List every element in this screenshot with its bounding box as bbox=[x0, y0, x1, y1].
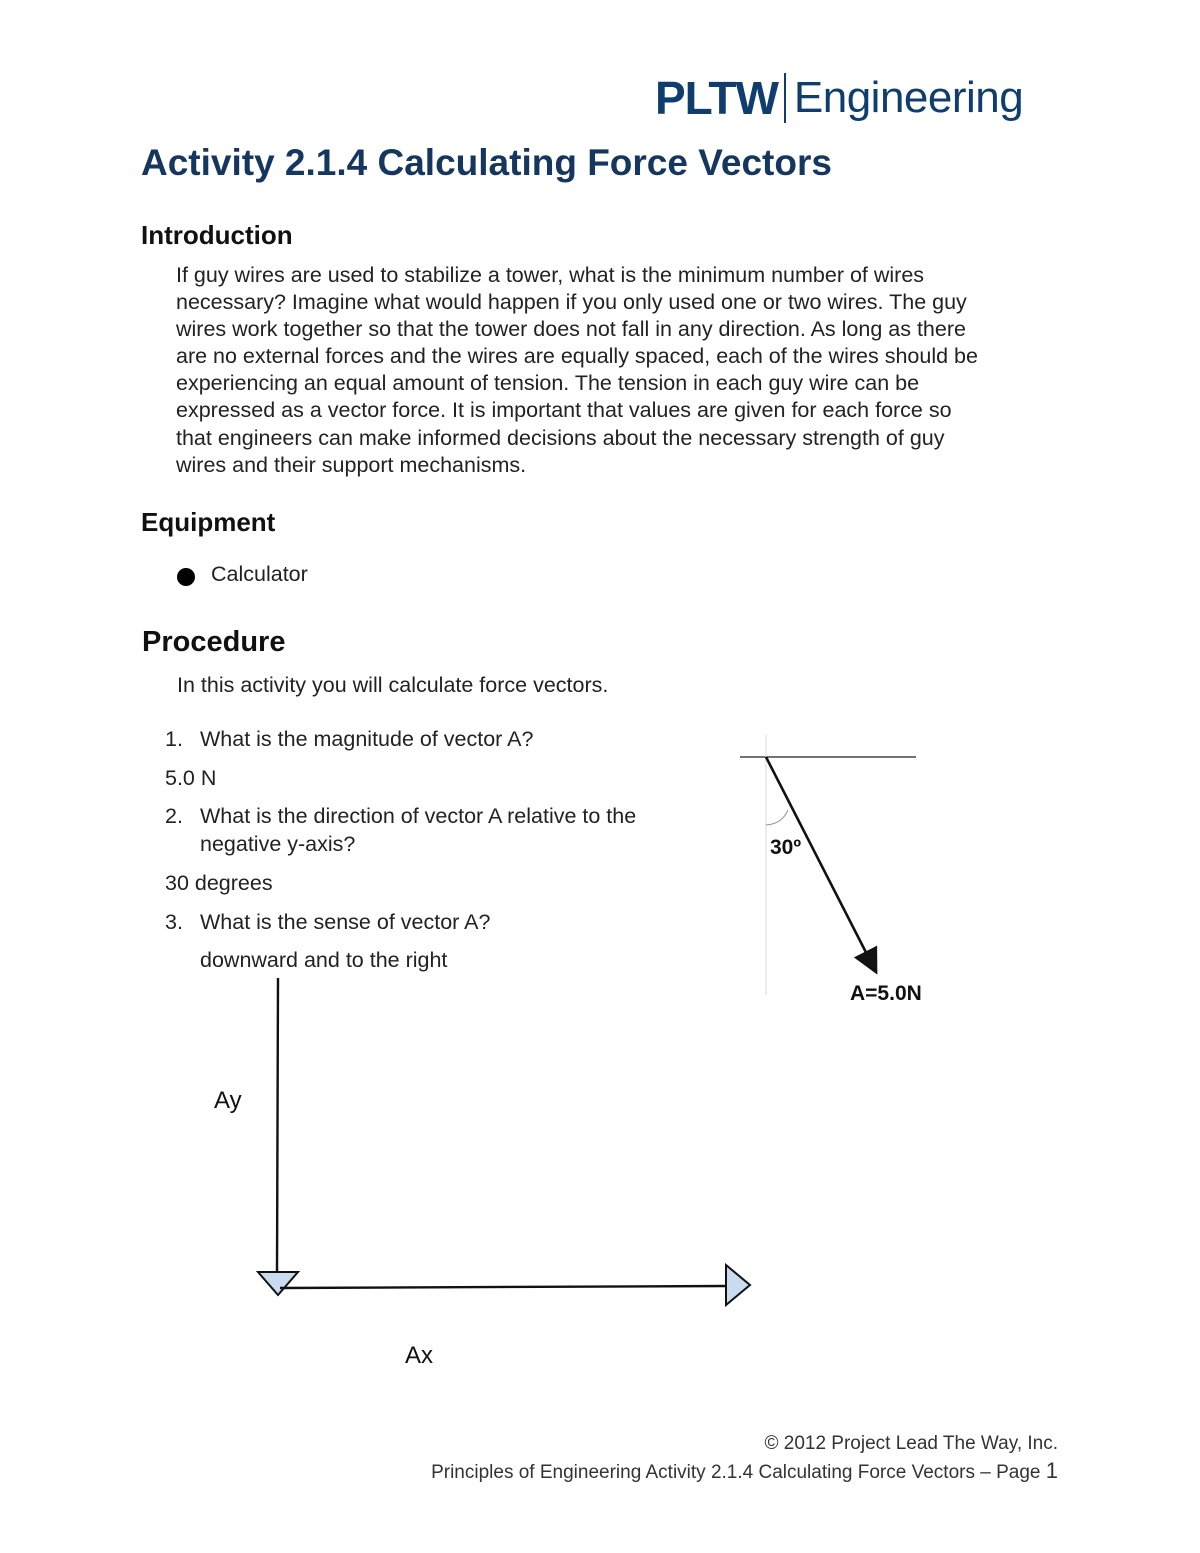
ax-component-line bbox=[280, 1286, 726, 1288]
bullet-icon bbox=[177, 568, 195, 586]
equipment-heading: Equipment bbox=[141, 507, 276, 537]
intro-line: wires work together so that the tower does not fall in any direction. As long as there bbox=[176, 317, 966, 342]
copyright-footer: © 2012 Project Lead The Way, Inc. bbox=[764, 1433, 1058, 1454]
logo-divider bbox=[784, 73, 786, 123]
logo-mark: PLTW bbox=[655, 72, 778, 124]
intro-line: If guy wires are used to stabilize a tower, what is the minimum number of wires bbox=[176, 263, 925, 287]
logo-word: Engineering bbox=[793, 73, 1024, 122]
ax-label: Ax bbox=[405, 1342, 434, 1369]
angle-label: 30º bbox=[770, 836, 802, 859]
answer-1: 5.0 N bbox=[165, 766, 217, 790]
intro-line: wires and their support mechanisms. bbox=[176, 452, 527, 477]
ay-label: Ay bbox=[214, 1087, 242, 1114]
vector-a-arrow bbox=[766, 757, 875, 970]
introduction-heading: Introduction bbox=[141, 220, 293, 250]
procedure-intro: In this activity you will calculate force vectors. bbox=[177, 673, 609, 697]
question-1-number: 1. bbox=[165, 727, 183, 751]
course-footer bbox=[431, 1458, 1058, 1484]
question-2-text-line-1: What is the direction of vector A relative to the bbox=[200, 804, 637, 828]
intro-line: are no external forces and the wires are equally spaced, each of the wires should be bbox=[176, 344, 978, 369]
angle-arc bbox=[766, 810, 788, 825]
question-1-text: What is the magnitude of vector A? bbox=[200, 727, 534, 751]
question-3-number: 3. bbox=[165, 910, 183, 934]
intro-line: experiencing an equal amount of tension. The tension in each guy wire can be bbox=[176, 371, 920, 396]
pltw-engineering-logo bbox=[655, 70, 1023, 126]
vector-a-label: A=5.0N bbox=[850, 982, 922, 1005]
ay-component-line bbox=[277, 978, 278, 1272]
question-2-number: 2. bbox=[165, 804, 183, 828]
question-2-text-line-2: negative y-axis? bbox=[200, 832, 356, 856]
ax-arrowhead-icon bbox=[726, 1265, 750, 1305]
equipment-item: Calculator bbox=[211, 562, 308, 586]
answer-2: 30 degrees bbox=[165, 871, 273, 895]
answer-3: downward and to the right bbox=[200, 948, 448, 972]
page-number: 1 bbox=[1045, 1458, 1058, 1483]
course-line: Principles of Engineering Activity 2.1.4 Calculating Force Vectors – Page bbox=[431, 1462, 1041, 1483]
ay-arrowhead-icon bbox=[258, 1272, 298, 1295]
page-title: Activity 2.1.4 Calculating Force Vectors bbox=[141, 142, 832, 183]
vector-components-diagram bbox=[250, 970, 770, 1310]
intro-line: necessary? Imagine what would happen if you only used one or two wires. The guy bbox=[176, 290, 967, 315]
intro-line: that engineers can make informed decisions about the necessary strength of guy bbox=[176, 425, 945, 450]
procedure-heading: Procedure bbox=[142, 626, 286, 658]
intro-line: expressed as a vector force. It is important that values are given for each force so bbox=[176, 398, 952, 423]
question-3-text: What is the sense of vector A? bbox=[200, 910, 491, 934]
introduction-paragraph bbox=[176, 262, 978, 479]
